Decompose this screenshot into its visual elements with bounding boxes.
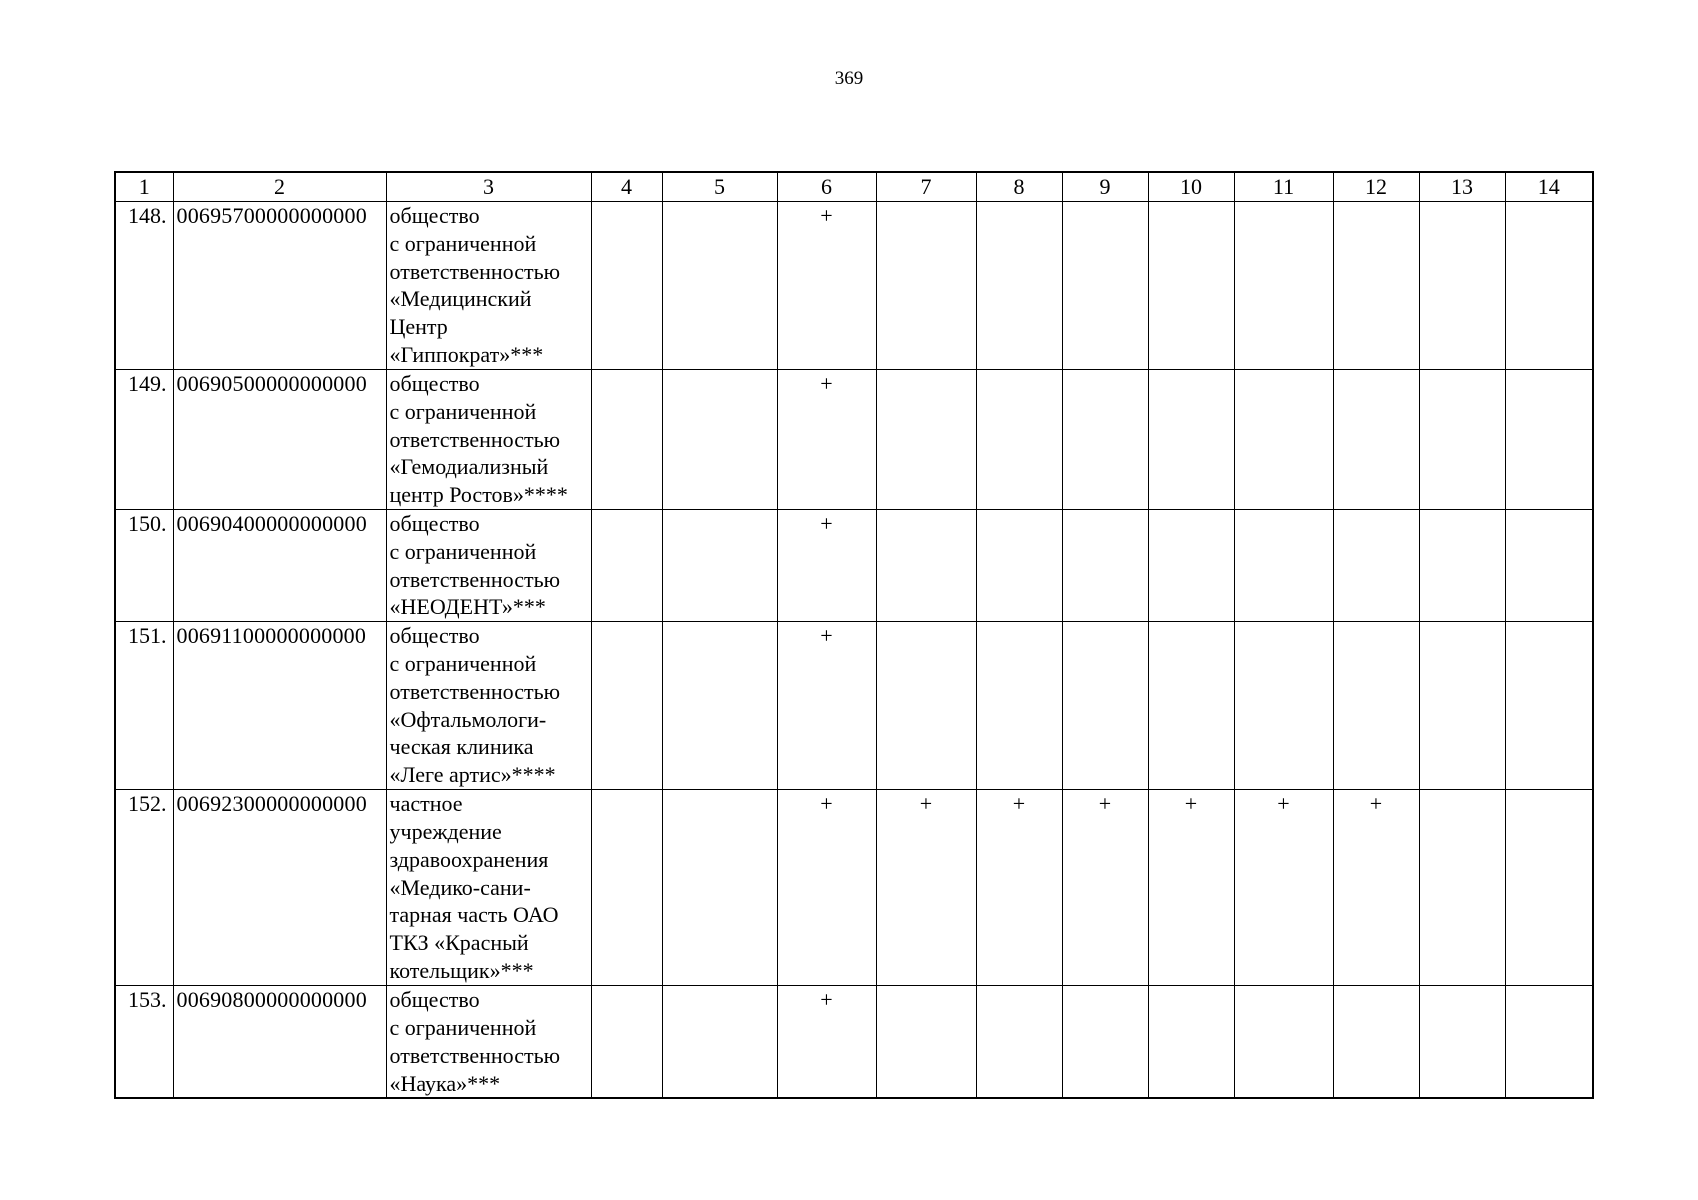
column-14-mark: [1505, 202, 1593, 370]
column-10-mark: [1148, 986, 1234, 1099]
row-number: 149.: [115, 370, 173, 510]
column-12-mark: [1333, 370, 1419, 510]
column-13-mark: [1419, 790, 1505, 986]
column-11-mark: [1234, 202, 1333, 370]
organization-code: 00692300000000000: [173, 790, 386, 986]
column-5-mark: [662, 510, 777, 622]
row-number: 151.: [115, 622, 173, 790]
table-row: [115, 790, 1593, 986]
column-12-mark: [1333, 202, 1419, 370]
column-10-mark: [1148, 510, 1234, 622]
column-7-mark: [876, 510, 976, 622]
column-8-mark: [976, 986, 1062, 1099]
column-7-mark: [876, 370, 976, 510]
column-10-mark: [1148, 622, 1234, 790]
organization-name: общество с ограниченной ответственностью «Гемодиализный центр Ростов»****: [386, 370, 591, 510]
column-8-mark: [976, 370, 1062, 510]
column-11-mark: [1234, 370, 1333, 510]
column-header: 13: [1419, 172, 1505, 202]
column-14-mark: [1505, 510, 1593, 622]
column-10-mark: +: [1148, 790, 1234, 986]
column-12-mark: [1333, 986, 1419, 1099]
column-6-mark: +: [777, 370, 876, 510]
column-9-mark: [1062, 622, 1148, 790]
organization-name: общество с ограниченной ответственностью «Офтальмологи- ческая клиника «Леге артис»****: [386, 622, 591, 790]
column-4-mark: [591, 622, 662, 790]
column-10-mark: [1148, 202, 1234, 370]
column-7-mark: [876, 622, 976, 790]
column-header: 1: [115, 172, 173, 202]
organization-name: общество с ограниченной ответственностью «НЕОДЕНТ»***: [386, 510, 591, 622]
organization-code: 00691100000000000: [173, 622, 386, 790]
column-8-mark: [976, 510, 1062, 622]
column-header: 6: [777, 172, 876, 202]
page-number: 369: [834, 68, 864, 89]
column-12-mark: [1333, 622, 1419, 790]
table-row: [115, 986, 1593, 1099]
column-6-mark: +: [777, 986, 876, 1099]
column-4-mark: [591, 370, 662, 510]
column-6-mark: +: [777, 622, 876, 790]
column-14-mark: [1505, 986, 1593, 1099]
organization-name: общество с ограниченной ответственностью «Наука»***: [386, 986, 591, 1099]
table-row: [115, 622, 1593, 790]
column-5-mark: [662, 622, 777, 790]
column-header: 14: [1505, 172, 1593, 202]
column-5-mark: [662, 986, 777, 1099]
row-number: 150.: [115, 510, 173, 622]
column-12-mark: [1333, 510, 1419, 622]
column-13-mark: [1419, 622, 1505, 790]
column-13-mark: [1419, 370, 1505, 510]
column-header: 10: [1148, 172, 1234, 202]
table-row: [115, 370, 1593, 510]
column-header: 12: [1333, 172, 1419, 202]
column-5-mark: [662, 790, 777, 986]
column-header: 5: [662, 172, 777, 202]
row-number: 148.: [115, 202, 173, 370]
column-13-mark: [1419, 986, 1505, 1099]
organization-code: 00690800000000000: [173, 986, 386, 1099]
column-4-mark: [591, 202, 662, 370]
column-14-mark: [1505, 622, 1593, 790]
column-4-mark: [591, 510, 662, 622]
column-12-mark: +: [1333, 790, 1419, 986]
column-6-mark: +: [777, 202, 876, 370]
column-4-mark: [591, 986, 662, 1099]
column-6-mark: +: [777, 790, 876, 986]
column-9-mark: [1062, 510, 1148, 622]
column-header: 9: [1062, 172, 1148, 202]
column-9-mark: [1062, 202, 1148, 370]
column-10-mark: [1148, 370, 1234, 510]
row-number: 152.: [115, 790, 173, 986]
organization-name: общество с ограниченной ответственностью «Медицинский Центр «Гиппократ»***: [386, 202, 591, 370]
column-14-mark: [1505, 370, 1593, 510]
column-11-mark: [1234, 622, 1333, 790]
organization-code: 00690500000000000: [173, 370, 386, 510]
column-6-mark: +: [777, 510, 876, 622]
column-9-mark: [1062, 370, 1148, 510]
table-header-row: [115, 172, 1593, 202]
organization-name: частное учреждение здравоохранения «Медико-сани- тарная часть ОАО ТКЗ «Красный котельщик»***: [386, 790, 591, 986]
column-5-mark: [662, 202, 777, 370]
column-header: 8: [976, 172, 1062, 202]
column-8-mark: [976, 202, 1062, 370]
column-7-mark: [876, 202, 976, 370]
column-7-mark: [876, 986, 976, 1099]
column-11-mark: [1234, 510, 1333, 622]
table-row: [115, 510, 1593, 622]
organization-code: 00690400000000000: [173, 510, 386, 622]
column-11-mark: [1234, 986, 1333, 1099]
column-7-mark: +: [876, 790, 976, 986]
row-number: 153.: [115, 986, 173, 1099]
column-13-mark: [1419, 510, 1505, 622]
column-13-mark: [1419, 202, 1505, 370]
column-9-mark: +: [1062, 790, 1148, 986]
column-14-mark: [1505, 790, 1593, 986]
column-header: 2: [173, 172, 386, 202]
column-4-mark: [591, 790, 662, 986]
column-header: 11: [1234, 172, 1333, 202]
table-body: [115, 172, 1593, 1098]
column-11-mark: +: [1234, 790, 1333, 986]
column-header: 3: [386, 172, 591, 202]
column-header: 7: [876, 172, 976, 202]
registry-table: [114, 171, 1594, 1099]
column-8-mark: [976, 622, 1062, 790]
organization-code: 00695700000000000: [173, 202, 386, 370]
column-header: 4: [591, 172, 662, 202]
column-5-mark: [662, 370, 777, 510]
column-8-mark: +: [976, 790, 1062, 986]
table-row: [115, 202, 1593, 370]
column-9-mark: [1062, 986, 1148, 1099]
